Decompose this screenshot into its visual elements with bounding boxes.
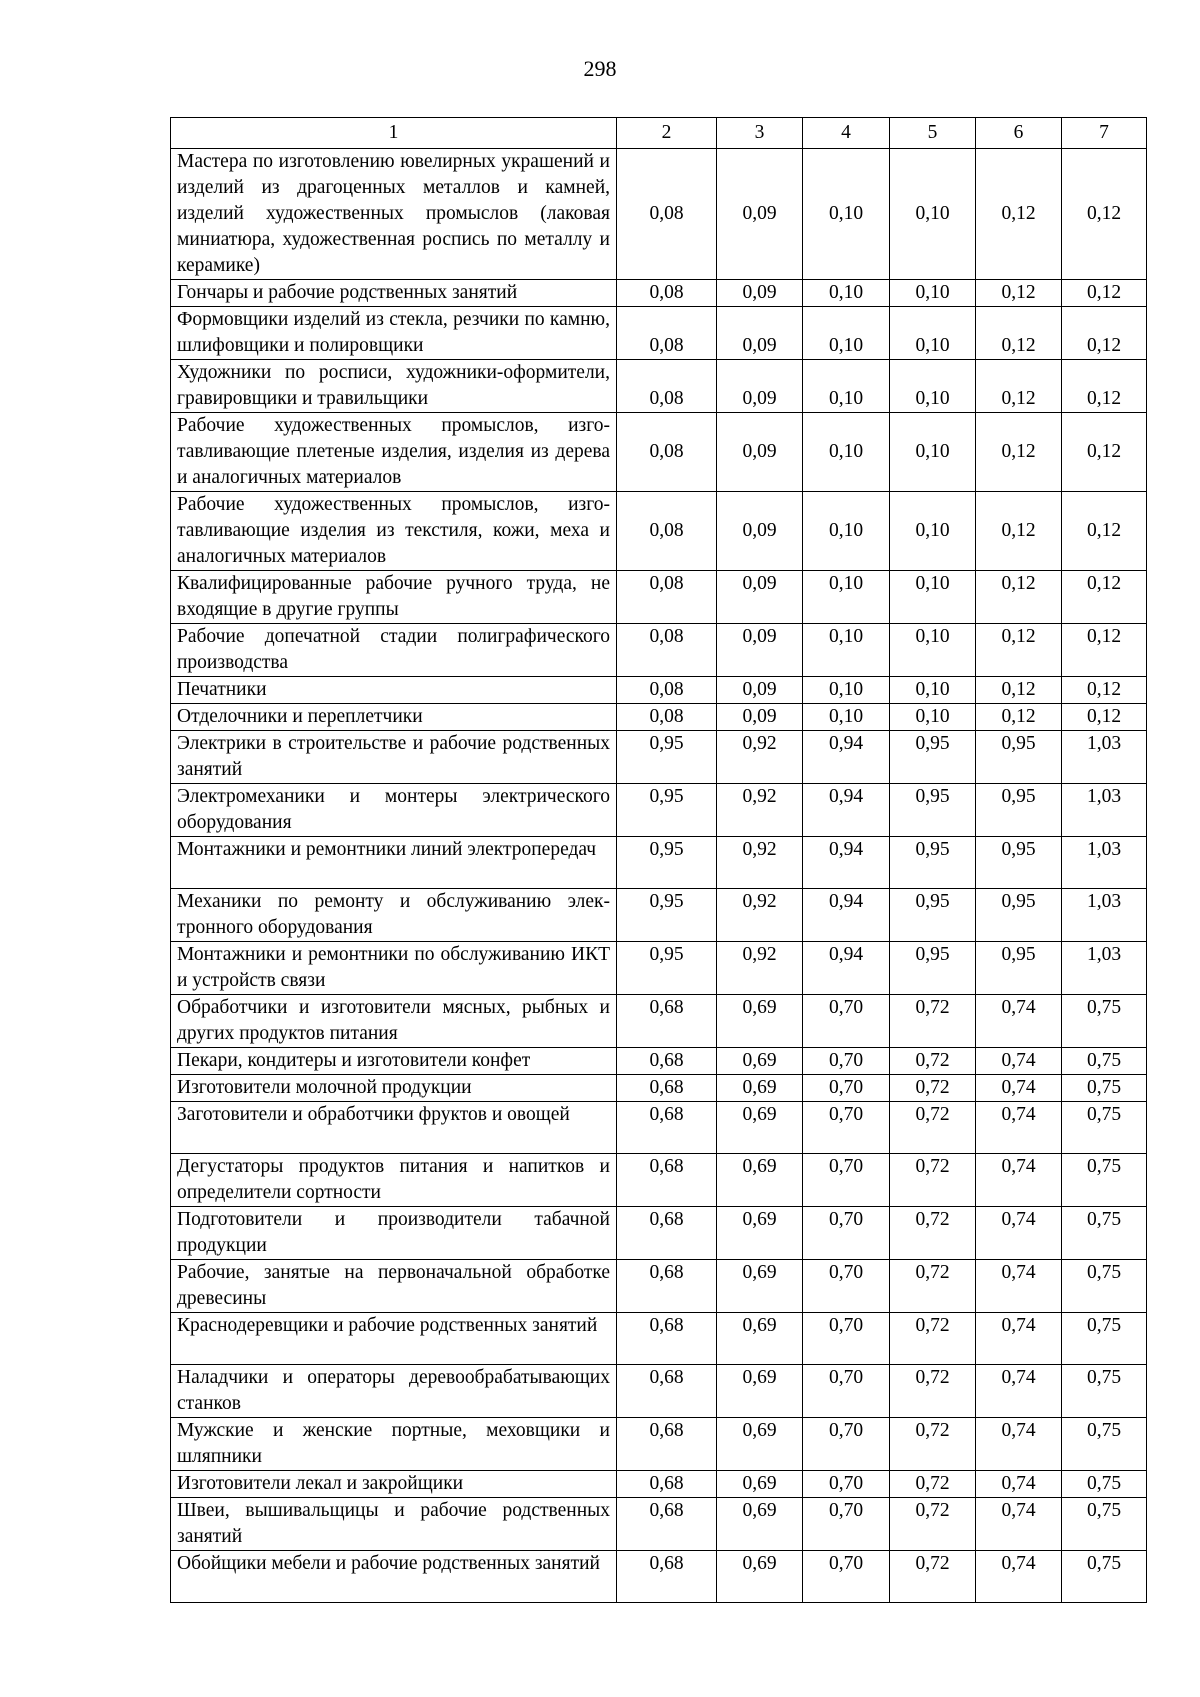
table-row bbox=[171, 837, 1147, 889]
occupation-name: Электромеханики и монтеры электрического оборудования bbox=[171, 784, 617, 837]
occupation-name: Квалифицированные рабочие ручного труда, не входящие в другие группы bbox=[171, 571, 617, 624]
table-row bbox=[171, 1048, 1147, 1075]
value-cell: 0,72 bbox=[890, 1154, 976, 1207]
value-cell: 0,68 bbox=[617, 1207, 717, 1260]
value-cell: 0,69 bbox=[717, 1075, 803, 1102]
occupation-name: Рабочие, занятые на первоначальной обработке древесины bbox=[171, 1260, 617, 1313]
value-cell: 0,70 bbox=[803, 1551, 890, 1603]
value-cell: 0,10 bbox=[803, 360, 890, 413]
value-cell: 0,68 bbox=[617, 1075, 717, 1102]
value-cell: 0,92 bbox=[717, 784, 803, 837]
value-cell: 0,10 bbox=[803, 677, 890, 704]
value-cell: 0,95 bbox=[890, 784, 976, 837]
value-cell: 0,74 bbox=[976, 1313, 1062, 1365]
occupation-name: Рабочие художественных промыслов, изготавливающие изделия из текстиля, кожи, меха и аналогичных материалов bbox=[171, 492, 617, 571]
coefficients-table bbox=[170, 117, 1147, 1603]
value-cell: 0,69 bbox=[717, 1154, 803, 1207]
value-cell: 0,10 bbox=[890, 704, 976, 731]
table-row bbox=[171, 413, 1147, 492]
value-cell: 0,69 bbox=[717, 1498, 803, 1551]
value-cell: 0,10 bbox=[890, 492, 976, 571]
value-cell: 0,10 bbox=[803, 492, 890, 571]
value-cell: 1,03 bbox=[1062, 731, 1147, 784]
value-cell: 0,68 bbox=[617, 1471, 717, 1498]
value-cell: 0,09 bbox=[717, 571, 803, 624]
value-cell: 1,03 bbox=[1062, 784, 1147, 837]
value-cell: 0,68 bbox=[617, 1551, 717, 1603]
table-row bbox=[171, 1471, 1147, 1498]
value-cell: 0,92 bbox=[717, 889, 803, 942]
value-cell: 0,70 bbox=[803, 1471, 890, 1498]
table-row bbox=[171, 1154, 1147, 1207]
value-cell: 0,94 bbox=[803, 784, 890, 837]
occupation-name: Гончары и рабочие родственных занятий bbox=[171, 280, 617, 307]
value-cell: 0,95 bbox=[890, 731, 976, 784]
occupation-name: Рабочие допечатной стадии полиграфического производства bbox=[171, 624, 617, 677]
value-cell: 0,74 bbox=[976, 1551, 1062, 1603]
table-row bbox=[171, 731, 1147, 784]
value-cell: 0,12 bbox=[976, 360, 1062, 413]
value-cell: 0,95 bbox=[976, 731, 1062, 784]
table-row bbox=[171, 1075, 1147, 1102]
value-cell: 0,74 bbox=[976, 1365, 1062, 1418]
table-row bbox=[171, 1102, 1147, 1154]
value-cell: 0,70 bbox=[803, 1418, 890, 1471]
value-cell: 0,69 bbox=[717, 1551, 803, 1603]
value-cell: 0,08 bbox=[617, 704, 717, 731]
occupation-name: Печатники bbox=[171, 677, 617, 704]
value-cell: 0,94 bbox=[803, 837, 890, 889]
table-row bbox=[171, 360, 1147, 413]
value-cell: 0,72 bbox=[890, 1551, 976, 1603]
value-cell: 0,75 bbox=[1062, 1551, 1147, 1603]
value-cell: 0,92 bbox=[717, 731, 803, 784]
value-cell: 0,74 bbox=[976, 1418, 1062, 1471]
occupation-name: Мастера по изготовлению ювелирных украшений и изделий из драгоценных металлов и камней, изделий художественных промыслов (лаковая миниатюра, художественная роспись по металлу и керамике) bbox=[171, 149, 617, 280]
value-cell: 0,75 bbox=[1062, 1154, 1147, 1207]
occupation-name: Электрики в строительстве и рабочие родственных занятий bbox=[171, 731, 617, 784]
value-cell: 0,09 bbox=[717, 360, 803, 413]
value-cell: 0,95 bbox=[976, 784, 1062, 837]
value-cell: 0,92 bbox=[717, 942, 803, 995]
value-cell: 0,09 bbox=[717, 307, 803, 360]
value-cell: 0,12 bbox=[976, 571, 1062, 624]
table-header-row bbox=[171, 118, 1147, 149]
value-cell: 0,12 bbox=[976, 704, 1062, 731]
value-cell: 0,12 bbox=[1062, 704, 1147, 731]
value-cell: 0,68 bbox=[617, 1418, 717, 1471]
value-cell: 0,95 bbox=[890, 889, 976, 942]
value-cell: 0,10 bbox=[890, 280, 976, 307]
occupation-name: Монтажники и ремонтники по обслуживанию ИКТ и устройств связи bbox=[171, 942, 617, 995]
occupation-name: Монтажники и ремонтники линий электропередач bbox=[171, 837, 617, 889]
value-cell: 0,75 bbox=[1062, 1207, 1147, 1260]
occupation-name: Отделочники и переплетчики bbox=[171, 704, 617, 731]
value-cell: 0,10 bbox=[890, 307, 976, 360]
table-row bbox=[171, 1207, 1147, 1260]
value-cell: 0,69 bbox=[717, 1471, 803, 1498]
value-cell: 0,69 bbox=[717, 1048, 803, 1075]
value-cell: 0,95 bbox=[617, 731, 717, 784]
value-cell: 0,68 bbox=[617, 1102, 717, 1154]
coefficients-table-wrapper bbox=[170, 117, 1147, 1603]
value-cell: 0,72 bbox=[890, 1207, 976, 1260]
value-cell: 0,69 bbox=[717, 1365, 803, 1418]
value-cell: 0,72 bbox=[890, 1102, 976, 1154]
occupation-name: Дегустаторы продуктов питания и напитков и определители сортности bbox=[171, 1154, 617, 1207]
value-cell: 0,10 bbox=[890, 413, 976, 492]
occupation-name: Обработчики и изготовители мясных, рыбных и других продуктов питания bbox=[171, 995, 617, 1048]
occupation-name: Краснодеревщики и рабочие родственных занятий bbox=[171, 1313, 617, 1365]
value-cell: 0,10 bbox=[803, 307, 890, 360]
value-cell: 0,68 bbox=[617, 1154, 717, 1207]
value-cell: 0,70 bbox=[803, 1048, 890, 1075]
occupation-name: Швеи, вышивальщицы и рабочие родственных занятий bbox=[171, 1498, 617, 1551]
header-cell-6: 6 bbox=[976, 118, 1062, 149]
value-cell: 0,68 bbox=[617, 1260, 717, 1313]
value-cell: 0,95 bbox=[617, 784, 717, 837]
table-row bbox=[171, 492, 1147, 571]
value-cell: 0,68 bbox=[617, 1313, 717, 1365]
value-cell: 0,75 bbox=[1062, 1498, 1147, 1551]
value-cell: 0,10 bbox=[803, 571, 890, 624]
value-cell: 0,70 bbox=[803, 1207, 890, 1260]
value-cell: 0,08 bbox=[617, 360, 717, 413]
value-cell: 0,09 bbox=[717, 413, 803, 492]
table-row bbox=[171, 307, 1147, 360]
value-cell: 0,70 bbox=[803, 995, 890, 1048]
value-cell: 0,69 bbox=[717, 1260, 803, 1313]
value-cell: 0,12 bbox=[976, 677, 1062, 704]
table-row bbox=[171, 1498, 1147, 1551]
value-cell: 0,10 bbox=[803, 624, 890, 677]
value-cell: 0,92 bbox=[717, 837, 803, 889]
table-row bbox=[171, 784, 1147, 837]
value-cell: 0,74 bbox=[976, 995, 1062, 1048]
value-cell: 0,08 bbox=[617, 677, 717, 704]
value-cell: 0,69 bbox=[717, 1313, 803, 1365]
value-cell: 0,70 bbox=[803, 1365, 890, 1418]
value-cell: 0,69 bbox=[717, 1102, 803, 1154]
value-cell: 0,72 bbox=[890, 1313, 976, 1365]
value-cell: 0,95 bbox=[617, 837, 717, 889]
value-cell: 0,95 bbox=[890, 942, 976, 995]
value-cell: 0,08 bbox=[617, 624, 717, 677]
value-cell: 0,12 bbox=[1062, 307, 1147, 360]
value-cell: 0,12 bbox=[1062, 677, 1147, 704]
value-cell: 0,74 bbox=[976, 1471, 1062, 1498]
value-cell: 0,70 bbox=[803, 1154, 890, 1207]
value-cell: 0,94 bbox=[803, 889, 890, 942]
value-cell: 0,75 bbox=[1062, 1471, 1147, 1498]
value-cell: 0,12 bbox=[1062, 492, 1147, 571]
occupation-name: Заготовители и обработчики фруктов и овощей bbox=[171, 1102, 617, 1154]
header-cell-5: 5 bbox=[890, 118, 976, 149]
value-cell: 0,72 bbox=[890, 1471, 976, 1498]
value-cell: 0,09 bbox=[717, 677, 803, 704]
value-cell: 0,10 bbox=[890, 571, 976, 624]
occupation-name: Наладчики и операторы деревообрабатывающих станков bbox=[171, 1365, 617, 1418]
value-cell: 0,69 bbox=[717, 1207, 803, 1260]
value-cell: 0,10 bbox=[890, 624, 976, 677]
value-cell: 0,12 bbox=[1062, 149, 1147, 280]
occupation-name: Изготовители молочной продукции bbox=[171, 1075, 617, 1102]
table-row bbox=[171, 704, 1147, 731]
occupation-name: Формовщики изделий из стекла, резчики по камню, шлифовщики и полировщики bbox=[171, 307, 617, 360]
value-cell: 0,70 bbox=[803, 1498, 890, 1551]
value-cell: 1,03 bbox=[1062, 889, 1147, 942]
table-row bbox=[171, 149, 1147, 280]
value-cell: 0,75 bbox=[1062, 1102, 1147, 1154]
value-cell: 0,12 bbox=[1062, 413, 1147, 492]
value-cell: 0,09 bbox=[717, 624, 803, 677]
occupation-name: Механики по ремонту и обслуживанию электронного оборудования bbox=[171, 889, 617, 942]
value-cell: 0,70 bbox=[803, 1075, 890, 1102]
value-cell: 0,72 bbox=[890, 1365, 976, 1418]
header-cell-3: 3 bbox=[717, 118, 803, 149]
value-cell: 0,70 bbox=[803, 1313, 890, 1365]
value-cell: 0,74 bbox=[976, 1207, 1062, 1260]
value-cell: 0,74 bbox=[976, 1498, 1062, 1551]
value-cell: 0,12 bbox=[976, 307, 1062, 360]
occupation-name: Мужские и женские портные, меховщики и шляпники bbox=[171, 1418, 617, 1471]
table-row bbox=[171, 1365, 1147, 1418]
value-cell: 0,74 bbox=[976, 1102, 1062, 1154]
page-number: 298 bbox=[583, 56, 617, 81]
value-cell: 0,08 bbox=[617, 571, 717, 624]
value-cell: 0,75 bbox=[1062, 1260, 1147, 1313]
value-cell: 0,74 bbox=[976, 1048, 1062, 1075]
value-cell: 0,72 bbox=[890, 1498, 976, 1551]
value-cell: 0,09 bbox=[717, 704, 803, 731]
value-cell: 0,72 bbox=[890, 1260, 976, 1313]
value-cell: 0,09 bbox=[717, 492, 803, 571]
value-cell: 0,75 bbox=[1062, 1365, 1147, 1418]
value-cell: 0,68 bbox=[617, 1048, 717, 1075]
value-cell: 0,12 bbox=[1062, 360, 1147, 413]
value-cell: 0,12 bbox=[976, 280, 1062, 307]
value-cell: 0,12 bbox=[1062, 280, 1147, 307]
value-cell: 0,75 bbox=[1062, 995, 1147, 1048]
table-row bbox=[171, 624, 1147, 677]
occupation-name: Рабочие художественных промыслов, изготавливающие плетеные изделия, изделия из дерева и аналогичных материалов bbox=[171, 413, 617, 492]
value-cell: 0,12 bbox=[1062, 571, 1147, 624]
value-cell: 0,95 bbox=[617, 942, 717, 995]
value-cell: 0,75 bbox=[1062, 1313, 1147, 1365]
value-cell: 0,75 bbox=[1062, 1418, 1147, 1471]
value-cell: 0,09 bbox=[717, 149, 803, 280]
value-cell: 0,08 bbox=[617, 413, 717, 492]
occupation-name: Художники по росписи, художники-оформители, гравировщики и травильщики bbox=[171, 360, 617, 413]
table-row bbox=[171, 571, 1147, 624]
value-cell: 0,08 bbox=[617, 280, 717, 307]
table-row bbox=[171, 280, 1147, 307]
header-cell-1: 1 bbox=[171, 118, 617, 149]
value-cell: 0,95 bbox=[976, 889, 1062, 942]
table-row bbox=[171, 889, 1147, 942]
occupation-name: Пекари, кондитеры и изготовители конфет bbox=[171, 1048, 617, 1075]
value-cell: 0,68 bbox=[617, 1498, 717, 1551]
occupation-name: Изготовители лекал и закройщики bbox=[171, 1471, 617, 1498]
value-cell: 0,12 bbox=[976, 624, 1062, 677]
value-cell: 0,10 bbox=[803, 149, 890, 280]
value-cell: 0,08 bbox=[617, 307, 717, 360]
occupation-name: Обойщики мебели и рабочие родственных занятий bbox=[171, 1551, 617, 1603]
value-cell: 0,10 bbox=[890, 360, 976, 413]
value-cell: 0,95 bbox=[890, 837, 976, 889]
value-cell: 0,10 bbox=[890, 149, 976, 280]
value-cell: 0,74 bbox=[976, 1075, 1062, 1102]
value-cell: 1,03 bbox=[1062, 942, 1147, 995]
value-cell: 0,72 bbox=[890, 995, 976, 1048]
value-cell: 0,75 bbox=[1062, 1048, 1147, 1075]
value-cell: 0,12 bbox=[976, 413, 1062, 492]
value-cell: 0,72 bbox=[890, 1418, 976, 1471]
table-row bbox=[171, 1260, 1147, 1313]
value-cell: 0,12 bbox=[1062, 624, 1147, 677]
header-cell-7: 7 bbox=[1062, 118, 1147, 149]
value-cell: 0,69 bbox=[717, 1418, 803, 1471]
value-cell: 0,68 bbox=[617, 1365, 717, 1418]
value-cell: 0,08 bbox=[617, 149, 717, 280]
table-row bbox=[171, 1418, 1147, 1471]
value-cell: 0,10 bbox=[803, 413, 890, 492]
table-row bbox=[171, 995, 1147, 1048]
table-row bbox=[171, 1551, 1147, 1603]
value-cell: 0,95 bbox=[617, 889, 717, 942]
occupation-name: Подготовители и производители табачной продукции bbox=[171, 1207, 617, 1260]
header-cell-2: 2 bbox=[617, 118, 717, 149]
value-cell: 0,95 bbox=[976, 837, 1062, 889]
value-cell: 0,12 bbox=[976, 149, 1062, 280]
value-cell: 0,74 bbox=[976, 1260, 1062, 1313]
value-cell: 0,70 bbox=[803, 1260, 890, 1313]
value-cell: 0,94 bbox=[803, 942, 890, 995]
table-row bbox=[171, 677, 1147, 704]
value-cell: 0,74 bbox=[976, 1154, 1062, 1207]
value-cell: 0,72 bbox=[890, 1048, 976, 1075]
table-row bbox=[171, 1313, 1147, 1365]
header-cell-4: 4 bbox=[803, 118, 890, 149]
value-cell: 0,10 bbox=[890, 677, 976, 704]
value-cell: 0,68 bbox=[617, 995, 717, 1048]
value-cell: 0,10 bbox=[803, 280, 890, 307]
value-cell: 0,75 bbox=[1062, 1075, 1147, 1102]
value-cell: 0,08 bbox=[617, 492, 717, 571]
value-cell: 0,70 bbox=[803, 1102, 890, 1154]
value-cell: 1,03 bbox=[1062, 837, 1147, 889]
value-cell: 0,09 bbox=[717, 280, 803, 307]
value-cell: 0,10 bbox=[803, 704, 890, 731]
value-cell: 0,12 bbox=[976, 492, 1062, 571]
value-cell: 0,95 bbox=[976, 942, 1062, 995]
value-cell: 0,72 bbox=[890, 1075, 976, 1102]
value-cell: 0,69 bbox=[717, 995, 803, 1048]
value-cell: 0,94 bbox=[803, 731, 890, 784]
table-row bbox=[171, 942, 1147, 995]
